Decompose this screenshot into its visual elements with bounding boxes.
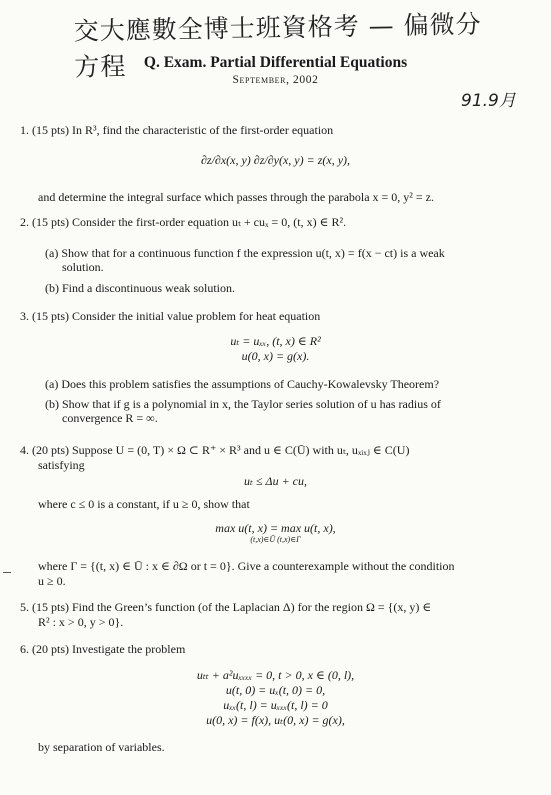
q3-equation-2: u(0, x) = g(x). [241,349,310,363]
q2-a-line1: (a) Show that for a continuous function f the expression u(t, x) = f(x − ct) is a weak [45,246,445,260]
q5-line2: R² : x > 0, y > 0}. [38,615,124,629]
q1-text: and determine the integral surface which passes through the parabola x = 0, y² = z. [38,190,434,204]
q3-equation-1: uₜ = uₓₓ, (t, x) ∈ R² [230,334,321,348]
q4-where: where c ≤ 0 is a constant, if u ≥ 0, show that [38,497,250,511]
q3-b-line2: convergence R = ∞. [62,411,158,425]
q6-equation-1: uₜₜ + a²uₓₓₓₓ = 0, t > 0, x ∈ (0, l), [196,668,355,682]
handwritten-date: 91.9月 [461,91,516,111]
q2-a-line2: solution. [62,260,104,274]
question-4 [20,443,525,473]
margin-mark [3,572,11,573]
q1-continued [20,190,525,205]
exam-title: Q. Exam. Partial Differential Equations [143,54,408,71]
q6-prompt: 6. (20 pts) Investigate the problem [20,642,186,656]
q4-gamma [20,559,525,589]
q4-max-subscripts: (t,x)∈Ū (t,x)∈Γ [250,535,301,544]
q4-prompt: 4. (20 pts) Suppose U = (0, T) × Ω ⊂ R⁺ × R³ and u ∈ C(Ū) with uₜ, uₓᵢₓⱼ ∈ C(U) [20,443,410,457]
q5-line1: 5. (15 pts) Find the Green’s function (of the Laplacian Δ) for the region Ω = {(x, y) ∈ [20,600,432,614]
q4-condition [20,497,525,512]
q3-part-a [45,377,525,391]
q4-max-equation: max u(t, x) = max u(t, x), [215,521,336,535]
q1-prompt: 1. (15 pts) In R³, find the characteristic of the first-order equation [20,123,334,137]
q1-equation: ∂z/∂x(x, y) ∂z/∂y(x, y) = z(x, y), [200,153,351,167]
q3-a-line: (a) Does this problem satisfies the assumptions of Cauchy-Kowalevsky Theorem? [45,377,440,391]
question-6 [20,642,525,657]
q6-equation-3: uₓₓ(t, l) = uₓₓₓ(t, l) = 0 [223,698,328,712]
q2-prompt: 2. (15 pts) Consider the first-order equation uₜ + cuₓ = 0, (t, x) ∈ R². [20,215,347,229]
q4-gamma-line2: u ≥ 0. [38,574,66,588]
q6-method-line: by separation of variables. [38,740,165,754]
q4-inequality: uₜ ≤ Δu + cu, [243,474,307,488]
q2-b-line: (b) Find a discontinuous weak solution. [45,281,235,295]
q4-gamma-line1: where Γ = {(t, x) ∈ Ū : x ∈ ∂Ω or t = 0}. Give a counterexample without the condition [38,559,455,573]
q3-b-line1: (b) Show that if g is a polynomial in x, the Taylor series solution of u has radius of [45,397,441,411]
question-2 [20,215,525,230]
question-3 [20,309,525,324]
question-5 [20,600,525,630]
q6-method [20,740,525,755]
q3-prompt: 3. (15 pts) Consider the initial value problem for heat equation [20,309,321,323]
exam-date: September, 2002 [232,74,319,86]
q2-part-b [45,281,525,295]
handwritten-title: 交大應數全博士班資格考 — 偏微分方程 [73,9,482,82]
question-1 [20,123,525,138]
q6-equation-4: u(0, x) = f(x), uₜ(0, x) = g(x), [206,713,345,727]
q4-satisfying: satisfying [38,458,85,472]
q3-part-b [45,397,525,425]
q2-part-a [45,246,525,274]
q6-equation-2: u(t, 0) = uₓ(t, 0) = 0, [225,683,326,697]
